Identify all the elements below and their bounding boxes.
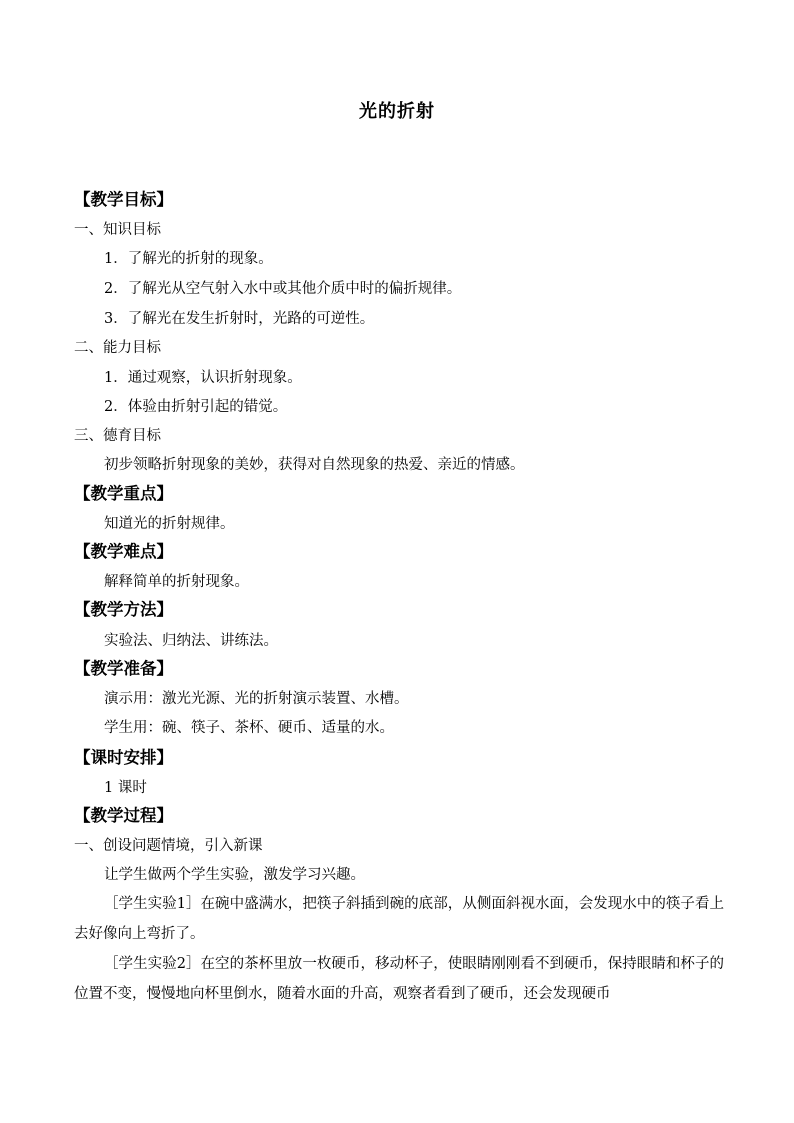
section-heading-difficulties: 【教学难点】 <box>74 542 173 561</box>
section-heading-schedule: 【课时安排】 <box>74 748 173 767</box>
text-line: 学生用：碗、筷子、茶杯、硬币、适量的水。 <box>104 720 394 736</box>
section-heading-methods: 【教学方法】 <box>74 600 173 619</box>
section-heading-process: 【教学过程】 <box>74 806 173 825</box>
text-line: 让学生做两个学生实验，激发学习兴趣。 <box>104 867 365 883</box>
list-item: 2．体验由折射引起的错觉。 <box>104 399 288 415</box>
section-heading-key-points: 【教学重点】 <box>74 484 173 503</box>
paragraph-experiment-1: ［学生实验1］在碗中盛满水，把筷子斜插到碗的底部，从侧面斜视水面，会发现水中的筷子看上去好像向上弯折了。 <box>74 896 724 942</box>
text-line: 解释简单的折射现象。 <box>104 574 249 590</box>
subsection-ability-goals: 二、能力目标 <box>74 340 161 356</box>
list-item: 3．了解光在发生折射时，光路的可逆性。 <box>104 311 375 327</box>
text-line: 初步领略折射现象的美妙，获得对自然现象的热爱、亲近的情感。 <box>104 457 525 473</box>
text-line: 1 课时 <box>104 780 147 796</box>
text-line: 知道光的折射规律。 <box>104 516 235 532</box>
subsection-moral-goals: 三、德育目标 <box>74 428 161 444</box>
section-heading-preparation: 【教学准备】 <box>74 659 173 678</box>
text-line: 实验法、归纳法、讲练法。 <box>104 633 278 649</box>
paragraph-experiment-2: ［学生实验2］在空的茶杯里放一枚硬币，移动杯子，使眼睛刚刚看不到硬币，保持眼睛和杯子的位置不变，慢慢地向杯里倒水，随着水面的升高，观察者看到了硬币，还会发现硬币 <box>74 956 724 1002</box>
list-item: 2．了解光从空气射入水中或其他介质中时的偏折规律。 <box>104 281 462 297</box>
section-heading-objectives: 【教学目标】 <box>74 190 173 209</box>
subsection-knowledge-goals: 一、知识目标 <box>74 222 161 238</box>
subsection-intro: 一、创设问题情境，引入新课 <box>74 838 263 854</box>
document-title: 光的折射 <box>359 101 435 122</box>
text-line: 演示用：激光光源、光的折射演示装置、水槽。 <box>104 691 409 707</box>
list-item: 1．通过观察，认识折射现象。 <box>104 370 302 386</box>
list-item: 1．了解光的折射的现象。 <box>104 251 273 267</box>
